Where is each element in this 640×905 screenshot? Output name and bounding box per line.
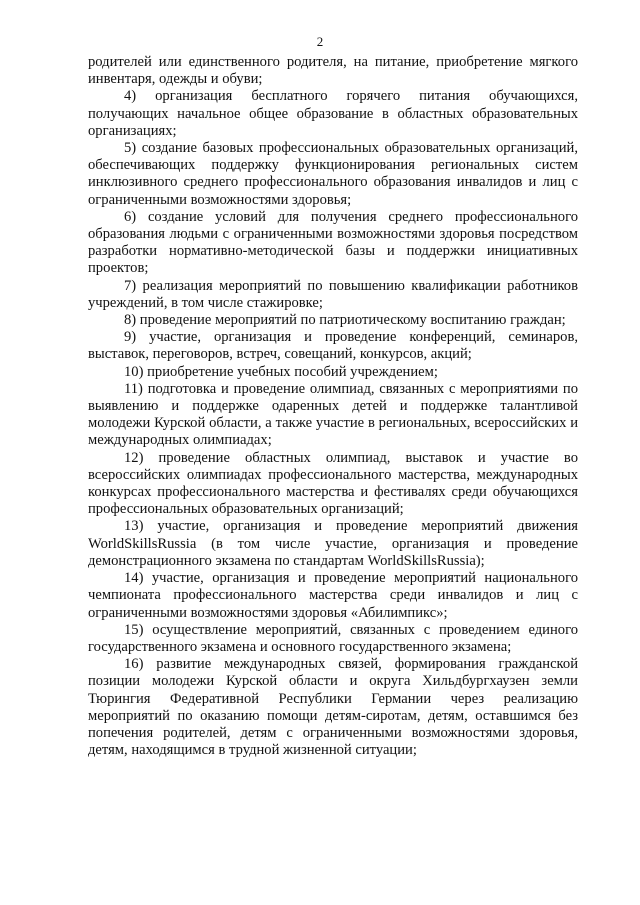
document-body <box>88 54 578 759</box>
paragraph-continuation: родителей или единственного родителя, на питание, приобретение мягкого инвентаря, одежды и обуви; <box>88 54 578 88</box>
paragraph-item-9: 9) участие, организация и проведение конференций, семинаров, выставок, переговоров, встреч, совещаний, конкурсов, акций; <box>88 329 578 363</box>
paragraph-item-13: 13) участие, организация и проведение мероприятий движения WorldSkillsRussia (в том числе участие, организация и проведение демонстрационного экзамена по стандартам WorldSkillsRussia); <box>88 518 578 569</box>
paragraph-item-5: 5) создание базовых профессиональных образовательных организаций, обеспечивающих поддержку функционирования региональных систем инклюзивного среднего профессионального образования инвалидов и лиц с ограниченными возможностями здоровья; <box>88 140 578 208</box>
paragraph-item-14: 14) участие, организация и проведение мероприятий национального чемпионата профессионального мастерства среди инвалидов и лиц с ограниченными возможностями здоровья «Абилимпикс»; <box>88 570 578 621</box>
paragraph-item-11: 11) подготовка и проведение олимпиад, связанных с мероприятиями по выявлению и поддержке одаренных детей и поддержке талантливой молодежи Курской области, а также участие в региональных, всероссийских и международных олимпиадах; <box>88 380 578 449</box>
paragraph-item-16: 16) развитие международных связей, формирования гражданской позиции молодежи Курской области и округа Хильдбургхаузен земли Тюрингия Федеративной Республики Германии через реализацию мероприятий по оказанию помощи детям-сиротам, детям, оставшимся без попечения родителей, детям с ограниченными возможностями здоровья, детям, находящимся в трудной жизненной ситуации; <box>88 656 578 759</box>
paragraph-item-12: 12) проведение областных олимпиад, выставок и участие во всероссийских олимпиадах профессионального мастерства, международных конкурсах профессионального мастерства и фестивалях среди обучающихся профессиональных образовательных организаций; <box>88 449 578 518</box>
paragraph-item-8: 8) проведение мероприятий по патриотическому воспитанию граждан; <box>124 312 566 329</box>
paragraph-item-10: 10) приобретение учебных пособий учреждением; <box>124 363 438 380</box>
paragraph-item-7: 7) реализация мероприятий по повышению квалификации работников учреждений, в том числе стажировке; <box>88 277 578 311</box>
page-number: 2 <box>316 34 324 49</box>
paragraph-item-4: 4) организация бесплатного горячего питания обучающихся, получающих начальное общее образование в областных образовательных организациях; <box>88 88 578 139</box>
paragraph-item-6: 6) создание условий для получения среднего профессионального образования людьми с ограниченными возможностями здоровья посредством разработки нормативно-методической базы и поддержки инициативных проектов; <box>88 208 578 277</box>
paragraph-item-15: 15) осуществление мероприятий, связанных с проведением единого государственного экзамена и основного государственного экзамена; <box>88 621 578 655</box>
